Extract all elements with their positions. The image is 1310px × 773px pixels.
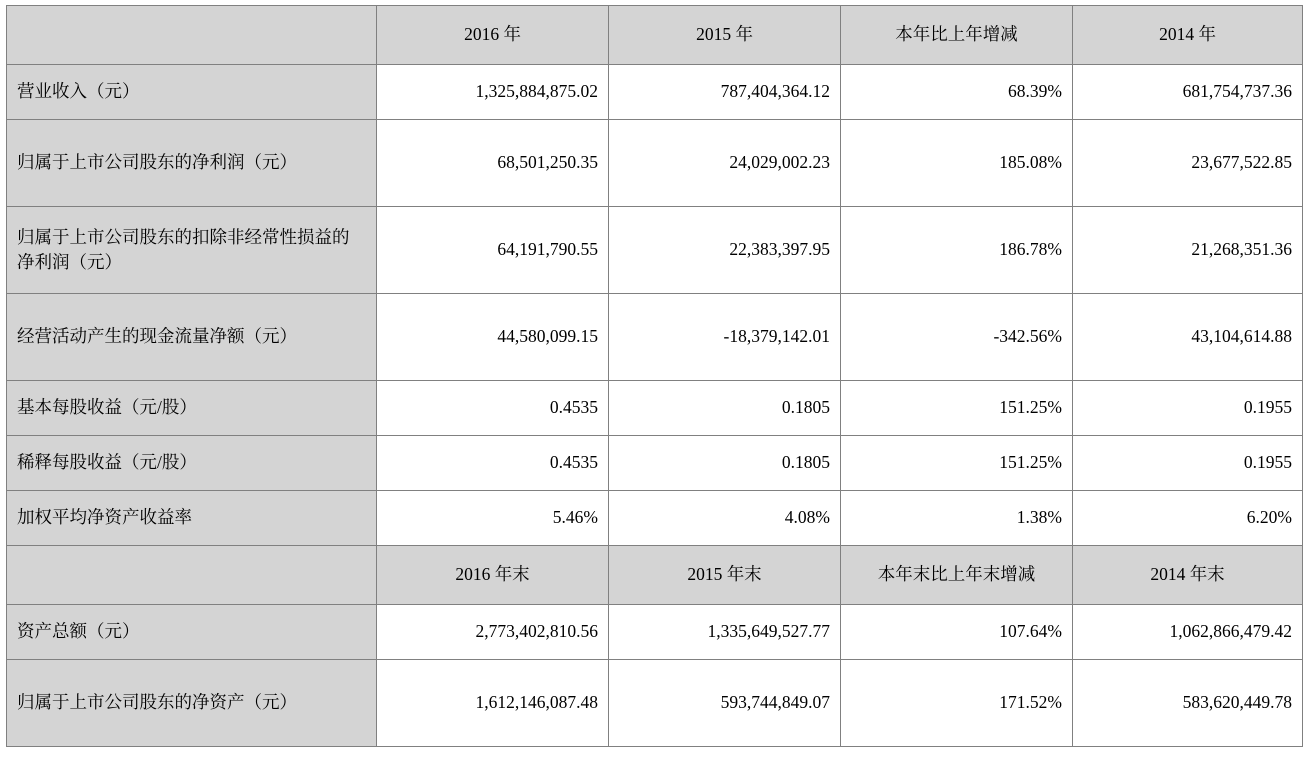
cell-2014: 21,268,351.36 [1073,207,1303,294]
cell-2015: 593,744,849.07 [609,660,841,747]
cell-change: 151.25% [841,381,1073,436]
table-row [7,207,1303,294]
cell-change: 151.25% [841,436,1073,491]
cell-2014: 0.1955 [1073,436,1303,491]
cell-2014: 0.1955 [1073,381,1303,436]
cell-2014: 23,677,522.85 [1073,120,1303,207]
cell-2015: 22,383,397.95 [609,207,841,294]
header-cell-2015-year-end: 2015 年末 [609,546,841,605]
cell-2015: -18,379,142.01 [609,294,841,381]
header-cell-change-year-end: 本年末比上年末增减 [841,546,1073,605]
row-label: 加权平均净资产收益率 [7,491,377,546]
cell-change: 185.08% [841,120,1073,207]
table-row [7,381,1303,436]
cell-2016: 1,612,146,087.48 [377,660,609,747]
table-row [7,120,1303,207]
header-cell-change: 本年比上年增减 [841,6,1073,65]
cell-change: 107.64% [841,605,1073,660]
cell-2014: 681,754,737.36 [1073,65,1303,120]
table-header-row-year-end [7,546,1303,605]
cell-change: -342.56% [841,294,1073,381]
table-row [7,660,1303,747]
row-label: 基本每股收益（元/股） [7,381,377,436]
cell-2014: 6.20% [1073,491,1303,546]
row-label: 稀释每股收益（元/股） [7,436,377,491]
header-cell-2014: 2014 年 [1073,6,1303,65]
header-cell-2016: 2016 年 [377,6,609,65]
table-row [7,294,1303,381]
cell-2016: 5.46% [377,491,609,546]
table-header-row [7,6,1303,65]
cell-2015: 787,404,364.12 [609,65,841,120]
row-label: 资产总额（元） [7,605,377,660]
cell-2016: 64,191,790.55 [377,207,609,294]
table-row [7,436,1303,491]
cell-2016: 0.4535 [377,436,609,491]
financial-summary-table [6,5,1303,747]
header-cell-blank-2 [7,546,377,605]
header-cell-2016-year-end: 2016 年末 [377,546,609,605]
table-row [7,605,1303,660]
table-row [7,491,1303,546]
cell-2015: 0.1805 [609,436,841,491]
row-label: 营业收入（元） [7,65,377,120]
row-label: 归属于上市公司股东的扣除非经常性损益的净利润（元） [7,207,377,294]
cell-2014: 583,620,449.78 [1073,660,1303,747]
cell-2015: 24,029,002.23 [609,120,841,207]
cell-2016: 68,501,250.35 [377,120,609,207]
cell-change: 186.78% [841,207,1073,294]
row-label: 归属于上市公司股东的净利润（元） [7,120,377,207]
row-label: 归属于上市公司股东的净资产（元） [7,660,377,747]
row-label: 经营活动产生的现金流量净额（元） [7,294,377,381]
cell-2015: 0.1805 [609,381,841,436]
cell-2016: 0.4535 [377,381,609,436]
cell-2015: 1,335,649,527.77 [609,605,841,660]
header-cell-2014-year-end: 2014 年末 [1073,546,1303,605]
table-row [7,65,1303,120]
cell-2014: 1,062,866,479.42 [1073,605,1303,660]
cell-2016: 1,325,884,875.02 [377,65,609,120]
header-cell-blank [7,6,377,65]
cell-2015: 4.08% [609,491,841,546]
cell-change: 171.52% [841,660,1073,747]
cell-2016: 2,773,402,810.56 [377,605,609,660]
header-cell-2015: 2015 年 [609,6,841,65]
cell-2016: 44,580,099.15 [377,294,609,381]
cell-change: 68.39% [841,65,1073,120]
cell-2014: 43,104,614.88 [1073,294,1303,381]
cell-change: 1.38% [841,491,1073,546]
